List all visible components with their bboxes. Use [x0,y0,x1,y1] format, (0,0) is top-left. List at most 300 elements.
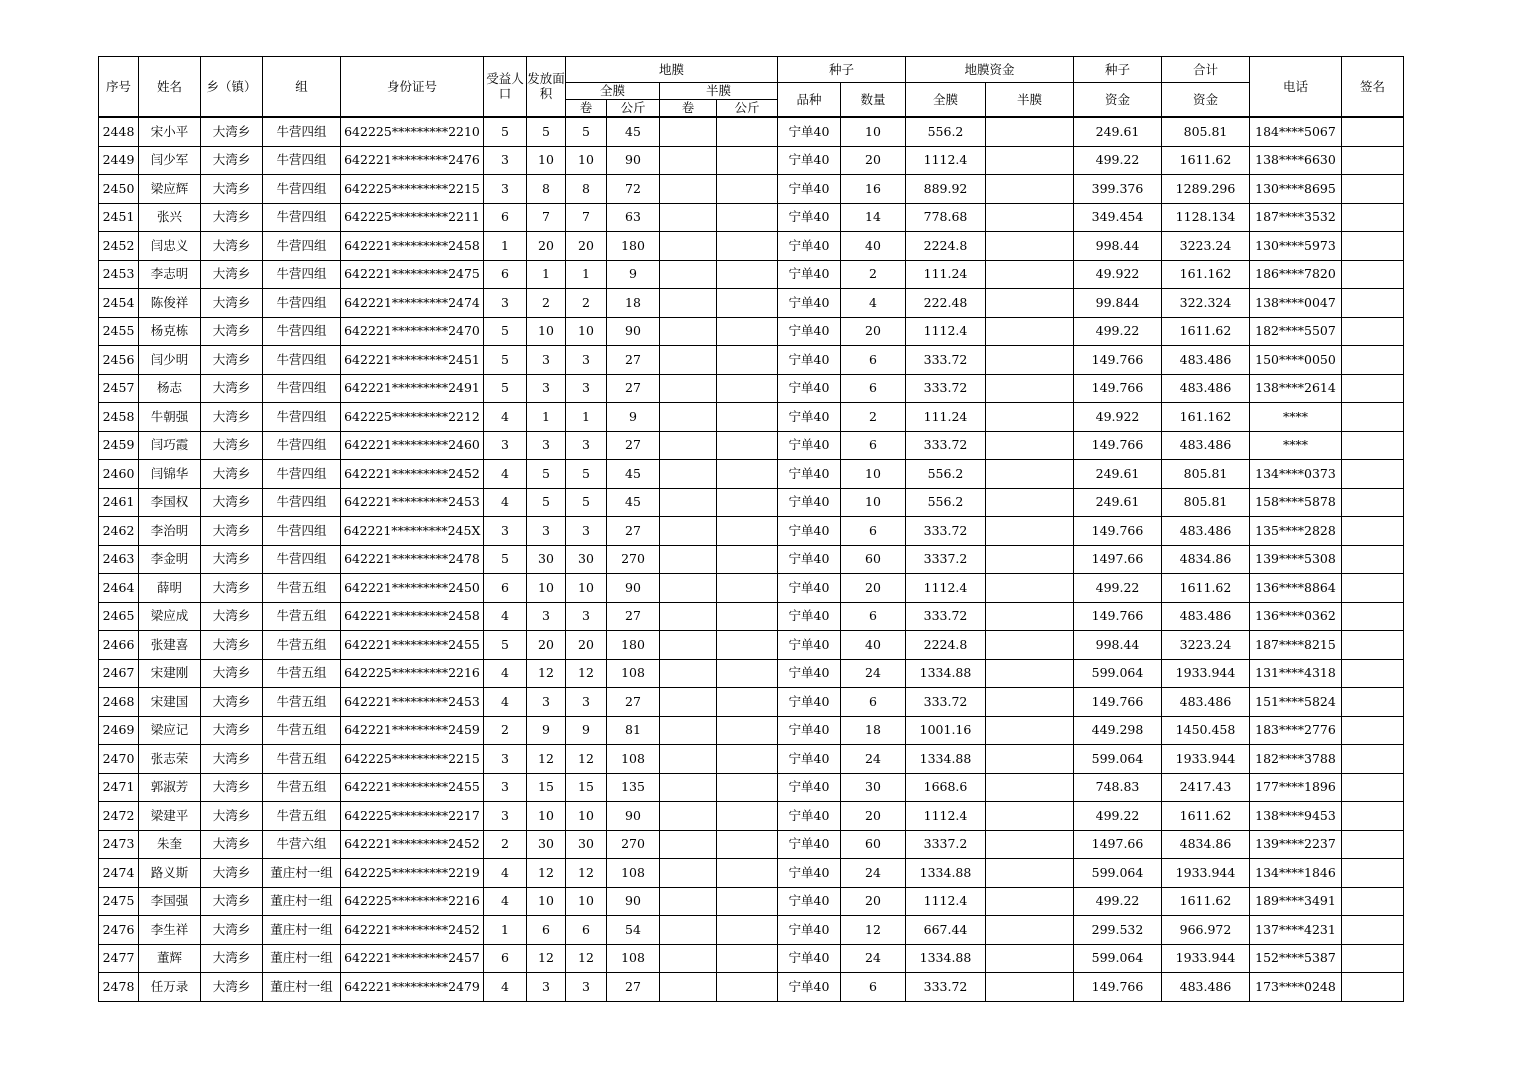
half-film-funds-cell [986,830,1074,859]
table-row [99,545,1404,574]
name-cell: 陈俊祥 [139,289,201,318]
area-cell: 30 [527,830,566,859]
full-film-roll-cell: 10 [566,574,607,603]
half-film-funds-cell [986,631,1074,660]
township-cell: 大湾乡 [201,289,263,318]
township-cell: 大湾乡 [201,117,263,146]
seed-funds-cell: 49.922 [1074,260,1162,289]
area-cell: 12 [527,944,566,973]
seed-funds-cell: 249.61 [1074,460,1162,489]
signature-cell [1342,346,1404,375]
table-row [99,203,1404,232]
id-number-cell: 642221*********2475 [341,260,484,289]
variety-cell: 宁单40 [778,317,841,346]
table-row [99,830,1404,859]
seed-funds-cell: 998.44 [1074,232,1162,261]
full-film-funds-cell: 333.72 [906,973,986,1002]
township-cell: 大湾乡 [201,973,263,1002]
half-film-roll-cell [660,944,717,973]
quantity-cell: 20 [841,574,906,603]
total-funds-cell: 1611.62 [1162,146,1250,175]
seed-funds-cell: 499.22 [1074,887,1162,916]
phone-cell: 151****5824 [1250,688,1342,717]
half-film-kg-cell [717,117,778,146]
full-film-kg-cell: 90 [607,887,660,916]
full-film-kg-cell: 45 [607,488,660,517]
total-funds-cell: 966.972 [1162,916,1250,945]
id-number-cell: 642225*********2212 [341,403,484,432]
seq-cell: 2462 [99,517,139,546]
group-cell: 牛营五组 [263,602,341,631]
area-cell: 10 [527,802,566,831]
id-number-cell: 642225*********2211 [341,203,484,232]
township-cell: 大湾乡 [201,859,263,888]
area-cell: 5 [527,488,566,517]
half-film-kg-cell [717,460,778,489]
half-film-roll-cell [660,887,717,916]
quantity-cell: 14 [841,203,906,232]
header-funds-full-film: 全膜 [906,83,986,118]
beneficiaries-cell: 3 [484,431,527,460]
quantity-cell: 2 [841,260,906,289]
variety-cell: 宁单40 [778,460,841,489]
id-number-cell: 642221*********2450 [341,574,484,603]
half-film-roll-cell [660,232,717,261]
seed-funds-cell: 149.766 [1074,431,1162,460]
area-cell: 12 [527,745,566,774]
township-cell: 大湾乡 [201,916,263,945]
seq-cell: 2476 [99,916,139,945]
group-cell: 牛营四组 [263,545,341,574]
group-cell: 牛营五组 [263,716,341,745]
table-row [99,802,1404,831]
total-funds-cell: 2417.43 [1162,773,1250,802]
full-film-funds-cell: 333.72 [906,688,986,717]
header-group: 组 [263,57,341,118]
township-cell: 大湾乡 [201,602,263,631]
id-number-cell: 642225*********2210 [341,117,484,146]
group-cell: 牛营六组 [263,830,341,859]
signature-cell [1342,802,1404,831]
quantity-cell: 6 [841,346,906,375]
beneficiaries-cell: 2 [484,716,527,745]
name-cell: 杨志 [139,374,201,403]
group-cell: 牛营四组 [263,517,341,546]
variety-cell: 宁单40 [778,232,841,261]
seed-funds-cell: 149.766 [1074,517,1162,546]
variety-cell: 宁单40 [778,488,841,517]
id-number-cell: 642225*********2216 [341,659,484,688]
header-seed: 种子 [778,57,906,83]
full-film-funds-cell: 1334.88 [906,745,986,774]
group-cell: 牛营四组 [263,460,341,489]
full-film-funds-cell: 333.72 [906,346,986,375]
half-film-funds-cell [986,260,1074,289]
full-film-funds-cell: 556.2 [906,488,986,517]
header-variety: 品种 [778,83,841,118]
header-full-roll: 卷 [566,100,607,118]
full-film-roll-cell: 12 [566,944,607,973]
full-film-roll-cell: 3 [566,973,607,1002]
header-name: 姓名 [139,57,201,118]
name-cell: 闫忠义 [139,232,201,261]
half-film-roll-cell [660,631,717,660]
full-film-kg-cell: 45 [607,460,660,489]
group-cell: 董庄村一组 [263,887,341,916]
quantity-cell: 6 [841,517,906,546]
phone-cell: 182****3788 [1250,745,1342,774]
half-film-roll-cell [660,716,717,745]
seq-cell: 2459 [99,431,139,460]
quantity-cell: 10 [841,488,906,517]
header-film-funds: 地膜资金 [906,57,1074,83]
table-row [99,944,1404,973]
half-film-funds-cell [986,175,1074,204]
group-cell: 牛营四组 [263,317,341,346]
full-film-funds-cell: 1334.88 [906,944,986,973]
variety-cell: 宁单40 [778,175,841,204]
variety-cell: 宁单40 [778,203,841,232]
phone-cell: 134****1846 [1250,859,1342,888]
group-cell: 牛营四组 [263,346,341,375]
total-funds-cell: 1611.62 [1162,317,1250,346]
full-film-kg-cell: 90 [607,574,660,603]
full-film-kg-cell: 27 [607,973,660,1002]
full-film-funds-cell: 111.24 [906,403,986,432]
seed-funds-cell: 599.064 [1074,745,1162,774]
half-film-kg-cell [717,659,778,688]
id-number-cell: 642225*********2215 [341,175,484,204]
half-film-funds-cell [986,716,1074,745]
header-township: 乡（镇） [201,57,263,118]
beneficiaries-cell: 4 [484,403,527,432]
full-film-roll-cell: 3 [566,374,607,403]
area-cell: 3 [527,973,566,1002]
table-row [99,887,1404,916]
id-number-cell: 642221*********2455 [341,773,484,802]
beneficiaries-cell: 5 [484,317,527,346]
seed-funds-cell: 149.766 [1074,688,1162,717]
variety-cell: 宁单40 [778,146,841,175]
township-cell: 大湾乡 [201,403,263,432]
variety-cell: 宁单40 [778,887,841,916]
beneficiaries-cell: 3 [484,773,527,802]
full-film-kg-cell: 180 [607,631,660,660]
name-cell: 张志荣 [139,745,201,774]
phone-cell: 186****7820 [1250,260,1342,289]
total-funds-cell: 1450.458 [1162,716,1250,745]
beneficiaries-cell: 4 [484,659,527,688]
beneficiaries-cell: 5 [484,117,527,146]
full-film-funds-cell: 3337.2 [906,830,986,859]
half-film-roll-cell [660,659,717,688]
half-film-kg-cell [717,830,778,859]
half-film-funds-cell [986,117,1074,146]
seq-cell: 2475 [99,887,139,916]
signature-cell [1342,488,1404,517]
half-film-funds-cell [986,688,1074,717]
name-cell: 任万录 [139,973,201,1002]
half-film-roll-cell [660,574,717,603]
phone-cell: 131****4318 [1250,659,1342,688]
group-cell: 牛营五组 [263,802,341,831]
seed-funds-cell: 499.22 [1074,574,1162,603]
phone-cell: **** [1250,431,1342,460]
area-cell: 3 [527,374,566,403]
half-film-funds-cell [986,431,1074,460]
full-film-funds-cell: 1112.4 [906,574,986,603]
phone-cell: 182****5507 [1250,317,1342,346]
quantity-cell: 20 [841,887,906,916]
full-film-roll-cell: 20 [566,232,607,261]
phone-cell: 138****0047 [1250,289,1342,318]
township-cell: 大湾乡 [201,374,263,403]
full-film-kg-cell: 270 [607,545,660,574]
header-half-film: 半膜 [660,83,778,100]
group-cell: 牛营五组 [263,574,341,603]
phone-cell: 138****2614 [1250,374,1342,403]
table-row [99,232,1404,261]
signature-cell [1342,830,1404,859]
half-film-kg-cell [717,574,778,603]
seed-funds-cell: 599.064 [1074,944,1162,973]
full-film-funds-cell: 2224.8 [906,232,986,261]
full-film-funds-cell: 111.24 [906,260,986,289]
signature-cell [1342,431,1404,460]
phone-cell: 135****2828 [1250,517,1342,546]
half-film-roll-cell [660,403,717,432]
seed-funds-cell: 599.064 [1074,659,1162,688]
half-film-kg-cell [717,859,778,888]
table-row [99,688,1404,717]
half-film-funds-cell [986,659,1074,688]
full-film-roll-cell: 7 [566,203,607,232]
beneficiaries-cell: 3 [484,802,527,831]
header-beneficiaries: 受益人口 [484,57,527,118]
half-film-kg-cell [717,260,778,289]
full-film-kg-cell: 27 [607,517,660,546]
total-funds-cell: 4834.86 [1162,830,1250,859]
township-cell: 大湾乡 [201,431,263,460]
total-funds-cell: 1611.62 [1162,887,1250,916]
half-film-funds-cell [986,887,1074,916]
signature-cell [1342,403,1404,432]
total-funds-cell: 483.486 [1162,346,1250,375]
id-number-cell: 642225*********2215 [341,745,484,774]
half-film-kg-cell [717,745,778,774]
full-film-kg-cell: 9 [607,403,660,432]
full-film-kg-cell: 90 [607,802,660,831]
phone-cell: 139****2237 [1250,830,1342,859]
name-cell: 董辉 [139,944,201,973]
quantity-cell: 60 [841,545,906,574]
signature-cell [1342,232,1404,261]
seq-cell: 2457 [99,374,139,403]
seq-cell: 2464 [99,574,139,603]
half-film-kg-cell [717,973,778,1002]
total-funds-cell: 1611.62 [1162,802,1250,831]
area-cell: 8 [527,175,566,204]
full-film-roll-cell: 10 [566,802,607,831]
total-funds-cell: 161.162 [1162,260,1250,289]
half-film-kg-cell [717,146,778,175]
seq-cell: 2472 [99,802,139,831]
id-number-cell: 642221*********2452 [341,460,484,489]
full-film-funds-cell: 3337.2 [906,545,986,574]
phone-cell: 138****9453 [1250,802,1342,831]
seed-funds-cell: 1497.66 [1074,830,1162,859]
variety-cell: 宁单40 [778,374,841,403]
group-cell: 牛营四组 [263,232,341,261]
half-film-funds-cell [986,802,1074,831]
full-film-funds-cell: 1668.6 [906,773,986,802]
name-cell: 李金明 [139,545,201,574]
total-funds-cell: 1933.944 [1162,859,1250,888]
header-seq: 序号 [99,57,139,118]
full-film-kg-cell: 9 [607,260,660,289]
half-film-kg-cell [717,203,778,232]
table-row [99,431,1404,460]
signature-cell [1342,574,1404,603]
phone-cell: 187****3532 [1250,203,1342,232]
total-funds-cell: 1933.944 [1162,659,1250,688]
seq-cell: 2478 [99,973,139,1002]
header-id-number: 身份证号 [341,57,484,118]
variety-cell: 宁单40 [778,117,841,146]
half-film-funds-cell [986,403,1074,432]
total-funds-cell: 483.486 [1162,602,1250,631]
signature-cell [1342,745,1404,774]
seed-funds-cell: 399.376 [1074,175,1162,204]
full-film-kg-cell: 63 [607,203,660,232]
table-row [99,602,1404,631]
beneficiaries-cell: 5 [484,374,527,403]
half-film-kg-cell [717,631,778,660]
name-cell: 梁应记 [139,716,201,745]
beneficiaries-cell: 6 [484,944,527,973]
table-row [99,773,1404,802]
full-film-roll-cell: 5 [566,488,607,517]
beneficiaries-cell: 3 [484,146,527,175]
half-film-roll-cell [660,460,717,489]
beneficiaries-cell: 4 [484,488,527,517]
beneficiaries-cell: 4 [484,688,527,717]
table-row [99,146,1404,175]
seed-funds-cell: 748.83 [1074,773,1162,802]
total-funds-cell: 161.162 [1162,403,1250,432]
full-film-funds-cell: 667.44 [906,916,986,945]
seq-cell: 2473 [99,830,139,859]
name-cell: 宋建刚 [139,659,201,688]
area-cell: 3 [527,431,566,460]
full-film-funds-cell: 333.72 [906,374,986,403]
half-film-kg-cell [717,716,778,745]
group-cell: 牛营四组 [263,146,341,175]
quantity-cell: 12 [841,916,906,945]
table-row [99,346,1404,375]
half-film-roll-cell [660,289,717,318]
signature-cell [1342,887,1404,916]
id-number-cell: 642221*********2452 [341,830,484,859]
variety-cell: 宁单40 [778,659,841,688]
phone-cell: 152****5387 [1250,944,1342,973]
half-film-roll-cell [660,973,717,1002]
quantity-cell: 60 [841,830,906,859]
half-film-roll-cell [660,260,717,289]
seed-funds-cell: 249.61 [1074,488,1162,517]
name-cell: 张建喜 [139,631,201,660]
half-film-funds-cell [986,916,1074,945]
table-row [99,403,1404,432]
seed-funds-cell: 599.064 [1074,859,1162,888]
half-film-funds-cell [986,488,1074,517]
half-film-roll-cell [660,916,717,945]
full-film-roll-cell: 12 [566,659,607,688]
half-film-roll-cell [660,545,717,574]
seed-funds-cell: 499.22 [1074,802,1162,831]
area-cell: 20 [527,232,566,261]
signature-cell [1342,916,1404,945]
table-row [99,460,1404,489]
full-film-kg-cell: 54 [607,916,660,945]
phone-cell: 136****0362 [1250,602,1342,631]
half-film-roll-cell [660,317,717,346]
signature-cell [1342,374,1404,403]
full-film-roll-cell: 5 [566,460,607,489]
seq-cell: 2470 [99,745,139,774]
seq-cell: 2468 [99,688,139,717]
full-film-kg-cell: 270 [607,830,660,859]
name-cell: 闫锦华 [139,460,201,489]
table-row [99,317,1404,346]
seq-cell: 2463 [99,545,139,574]
table-row [99,517,1404,546]
full-film-funds-cell: 1334.88 [906,859,986,888]
name-cell: 牛朝强 [139,403,201,432]
township-cell: 大湾乡 [201,716,263,745]
quantity-cell: 24 [841,944,906,973]
seed-funds-cell: 499.22 [1074,317,1162,346]
township-cell: 大湾乡 [201,175,263,204]
phone-cell: **** [1250,403,1342,432]
beneficiaries-cell: 5 [484,545,527,574]
quantity-cell: 6 [841,688,906,717]
half-film-funds-cell [986,574,1074,603]
id-number-cell: 642221*********2470 [341,317,484,346]
seq-cell: 2451 [99,203,139,232]
table-row [99,175,1404,204]
phone-cell: 189****3491 [1250,887,1342,916]
table-row [99,631,1404,660]
table-row [99,716,1404,745]
phone-cell: 137****4231 [1250,916,1342,945]
full-film-funds-cell: 333.72 [906,517,986,546]
header-half-roll: 卷 [660,100,717,118]
phone-cell: 134****0373 [1250,460,1342,489]
half-film-roll-cell [660,488,717,517]
full-film-kg-cell: 90 [607,146,660,175]
group-cell: 董庄村一组 [263,859,341,888]
beneficiaries-cell: 6 [484,574,527,603]
total-funds-cell: 483.486 [1162,374,1250,403]
header-funds-half-film: 半膜 [986,83,1074,118]
total-funds-cell: 322.324 [1162,289,1250,318]
name-cell: 朱奎 [139,830,201,859]
full-film-kg-cell: 81 [607,716,660,745]
quantity-cell: 40 [841,631,906,660]
seq-cell: 2449 [99,146,139,175]
township-cell: 大湾乡 [201,317,263,346]
